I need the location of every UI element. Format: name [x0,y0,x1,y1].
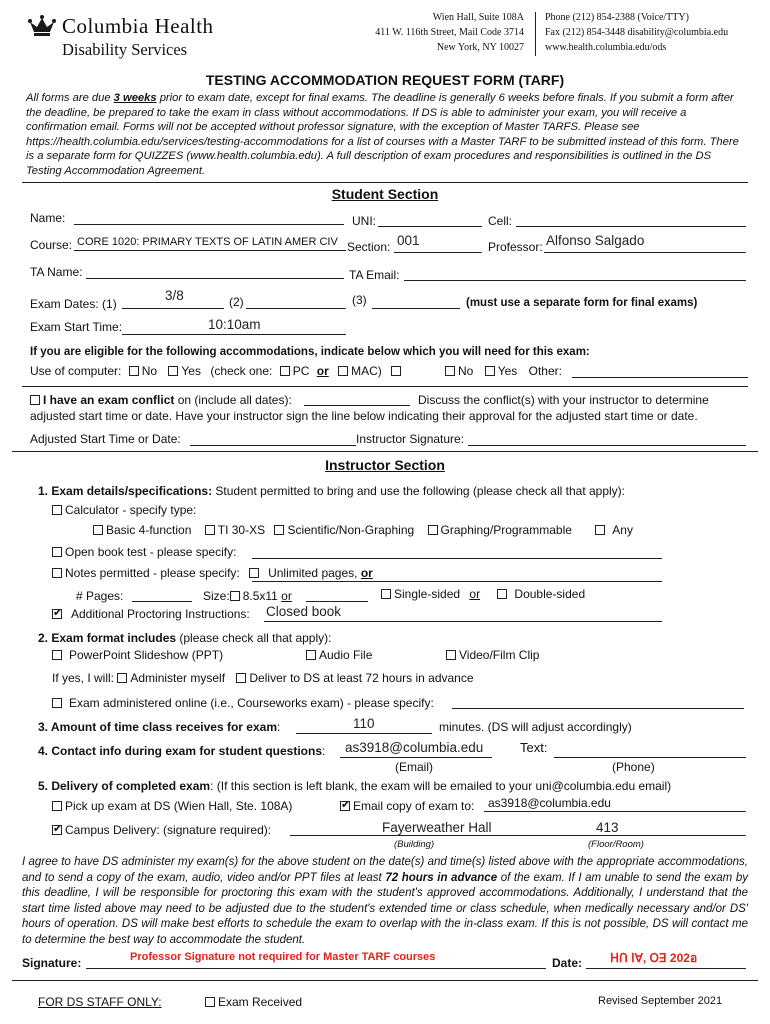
address-line: 411 W. 116th Street, Mail Code 3714 [375,27,524,38]
size-row [203,589,292,603]
section-divider [12,980,758,981]
date2-label: (2) [229,295,244,309]
q4-email-value[interactable]: as3918@columbia.edu [345,740,484,755]
exam-received-checkbox[interactable] [205,997,215,1007]
conflict-rest2: Discuss the conflict(s) with your instructor to determine [418,393,709,407]
instructor-section-title: Instructor Section [325,457,445,473]
q3-rest: minutes. (DS will adjust accordingly) [439,720,632,734]
video-label: Video/Film Clip [459,648,540,662]
professor-value[interactable]: Alfonso Salgado [546,233,645,248]
audio-row [306,648,372,662]
calculator-label: Calculator - specify type: [65,503,197,517]
audio-label: Audio File [319,648,373,662]
name-field[interactable] [74,224,344,225]
intro-weeks: 3 weeks [113,92,157,104]
exam-date2-field[interactable] [246,308,346,309]
section-divider [12,451,758,452]
q1-label: 1. Exam details/specifications: [38,484,213,498]
org-subname: Disability Services [62,40,188,59]
adjusted-field[interactable] [190,445,356,446]
signature-field[interactable] [86,968,546,969]
online-label: Exam administered online (i.e., Courseworks exam) - please specify: [69,696,434,710]
or-label: or [281,589,292,603]
open-book-label: Open book test - please specify: [65,545,237,559]
unlimited-label: Unlimited pages, [268,566,358,580]
additional-value[interactable]: Closed book [266,604,342,619]
room-caption: (Floor/Room) [588,839,644,850]
pickup-label: Pick up exam at DS (Wien Hall, Ste. 108A) [65,799,293,813]
unlimited-checkbox[interactable] [249,568,259,578]
section-divider [22,386,748,387]
org-name [62,14,214,39]
pickup-row [52,799,292,813]
sided-row [381,587,585,601]
administer-label: Administer myself [130,671,226,685]
agreement-lead: I agree to have DS administer my exam(s) for the above student on the date(s) and time(s) listed above with the appropriate accommodations, and to send a copy of the exam, audio, video and/or PPT files at least [22,856,748,884]
uni-field[interactable] [378,226,482,227]
adjusted-label: Adjusted Start Time or Date: [30,432,181,446]
q5-label: 5. Delivery of completed exam [38,779,211,793]
computer-no-checkbox[interactable] [129,366,139,376]
agreement-paragraph [22,855,748,948]
q1-row [38,484,625,498]
calculator-checkbox[interactable] [52,505,62,515]
audio-checkbox[interactable] [306,650,316,660]
q2-row [38,631,331,645]
campus-field[interactable] [290,835,746,836]
professor-label: Professor: [488,240,543,254]
email-copy-value[interactable]: as3918@columbia.edu [488,796,611,810]
section-label: Section: [347,240,391,254]
date-value[interactable]: ꓧꓵ ꓲꓯ, ꓳꓱ 202อ [610,951,698,965]
q1-text: Student permitted to bring and use the following (please check all that apply): [215,484,625,498]
eligible-text: If you are eligible for the following accommodations, indicate below which you will need for this exam: [30,346,590,358]
calc-basic-label: Basic 4-function [106,523,192,537]
online-field[interactable] [452,708,744,709]
check-one-label: (check one: [210,364,273,378]
pages-label: # Pages: [76,589,124,603]
exam-received-label: Exam Received [218,995,303,1009]
notes-row [52,566,373,580]
ta-email-label: TA Email: [349,268,400,282]
campus-label: Campus Delivery: (signature required): [65,823,272,837]
email-copy-label: Email copy of exam to: [353,799,475,813]
pickup-checkbox[interactable] [52,801,62,811]
date-field[interactable] [586,968,746,969]
instructor-signature-field[interactable] [468,445,746,446]
calc-sci-label: Scientific/Non-Graphing [287,523,415,537]
professor-field[interactable] [544,252,746,253]
building-value[interactable]: Fayerweather Hall [382,820,492,835]
start-time-label: Exam Start Time: [30,320,123,334]
instructor-signature-label: Instructor Signature: [356,432,465,446]
ta-name-field[interactable] [86,278,344,279]
calc-any-label: Any [612,523,633,537]
q4-row: 4. Contact info during exam for student questions: [38,744,326,758]
ifyes-row [52,671,474,685]
start-time-field[interactable] [122,334,346,335]
ifyes-label: If yes, I will: [52,671,115,685]
yes2-label: Yes [497,364,518,378]
campus-row [52,823,271,837]
org-name-text: Columbia Health [62,14,214,38]
conflict-checkbox[interactable] [30,395,40,405]
signature-note: Professor Signature not required for Master TARF courses [130,951,436,963]
conflict-rest1: on (include all dates): [177,393,292,407]
revised-label: Revised September 2021 [598,995,723,1007]
intro-paragraph [26,91,748,178]
open-book-checkbox[interactable] [52,547,62,557]
q3-value[interactable]: 110 [353,716,375,731]
calc-basic-checkbox[interactable] [93,525,103,535]
q5-text: : (If this section is left blank, the exam will be emailed to your uni@columbia.edu email) [210,779,672,793]
course-label: Course: [30,238,73,252]
calc-any-checkbox[interactable] [595,525,605,535]
calc-sci-checkbox[interactable] [274,525,284,535]
cell-label: Cell: [488,214,513,228]
notes-label: Notes permitted - please specify: [65,566,240,580]
ta-name-label: TA Name: [30,265,83,279]
room-value[interactable]: 413 [596,820,619,835]
other-field[interactable] [572,377,748,378]
q5-row [38,779,671,793]
start-time-value[interactable]: 10:10am [208,317,261,332]
deliver-label: Deliver to DS at least 72 hours in advance [249,671,474,685]
size-value: 8.5x11 [242,589,278,603]
video-row [446,648,539,662]
computer-label: Use of computer: [30,364,122,378]
course-value[interactable]: CORE 1020: PRIMARY TEXTS OF LATIN AMER CIV [77,236,338,248]
email-caption: (Email) [395,760,433,774]
ppt-label: PowerPoint Slideshow (PPT) [69,648,224,662]
q4-label: 4. Contact info during exam for student questions [38,744,323,758]
uni-label: UNI: [352,214,376,228]
ppt-row [52,648,223,662]
email-copy-checkbox[interactable] [340,801,350,811]
q4-email-field[interactable] [340,757,492,758]
student-section-title: Student Section [331,186,439,202]
conflict-row [30,393,292,407]
pc-label: PC [292,364,310,378]
pages-field[interactable] [132,601,192,602]
video-checkbox[interactable] [446,650,456,660]
campus-checkbox[interactable] [52,825,62,835]
address-line: Wien Hall, Suite 108A [432,12,524,23]
section-field[interactable] [394,252,482,253]
contact-block [545,10,728,55]
agreement-rest: of the exam. If I am unable to send the exam by this deadline, I will be responsible for proctoring this exam with the student's approved accommodations. Additionally, I understand that the start time listed above may need to be adjusted due to the student's extended time or class schedule, when medically necessary and/or DS' hours of operation. DS will make best efforts to schedule the exam to overlap with the in-class exam. If this is not possible, DS will contact me to determine the best way to accommodate the student. [22,871,748,946]
pc-checkbox[interactable] [280,366,290,376]
computer-row [30,364,404,378]
phone-caption: (Phone) [612,760,655,774]
additional-row [52,607,250,621]
computer-yes-checkbox[interactable] [168,366,178,376]
or-label: or [360,566,373,580]
exam-date3-field[interactable] [372,308,460,309]
contact-phone: Phone (212) 854-2388 (Voice/TTY) [545,12,689,23]
computer-no-label: No [141,364,158,378]
double-sided-checkbox[interactable] [497,589,507,599]
ppt-checkbox[interactable] [52,650,62,660]
text-phone-field[interactable] [554,757,746,758]
exam-date1-value[interactable]: 3/8 [165,288,184,303]
name-label: Name: [30,211,66,225]
calc-graph-label: Graphing/Programmable [440,523,572,537]
q3-field[interactable] [296,733,432,734]
single-sided-label: Single-sided [394,587,461,601]
or-label: or [316,364,329,378]
signature-label: Signature: [22,956,82,970]
computer-yes-label: Yes [181,364,201,378]
q3-row: 3. Amount of time class receives for exam: [38,720,281,734]
open-book-row [52,545,236,559]
conflict-bold: I have an exam conflict [43,393,175,407]
address-line: New York, NY 10027 [436,42,524,53]
section-value[interactable]: 001 [397,233,420,248]
section-divider [22,182,748,183]
course-field[interactable] [74,250,346,251]
q2-label: 2. Exam format includes [38,631,177,645]
q3-label: 3. Amount of time class receives for exam [38,720,277,734]
deliver-checkbox[interactable] [236,673,246,683]
form-title: TESTING ACCOMMODATION REQUEST FORM (TARF) [205,72,565,88]
double-sided-label: Double-sided [514,587,586,601]
email-copy-field[interactable] [484,811,746,812]
other-accommodation-checkbox[interactable] [391,366,401,376]
calculator-types-row [93,523,633,537]
calculator-row [52,503,196,517]
notes-checkbox[interactable] [52,568,62,578]
contact-website: www.health.columbia.edu/ods [545,42,667,53]
q2-text: (please check all that apply): [179,631,332,645]
calc-ti-label: TI 30-XS [217,523,266,537]
size-label: Size: [203,589,230,603]
date3-label: (3) [352,293,367,307]
additional-field[interactable] [264,621,662,622]
email-copy-row [340,799,474,813]
ta-email-field[interactable] [404,280,746,281]
agreement-bold: 72 hours in advance [385,871,498,884]
no2-checkbox[interactable] [445,366,455,376]
cell-field[interactable] [516,226,746,227]
or-label: or [469,587,481,601]
single-sided-checkbox[interactable] [381,589,391,599]
crown-logo-icon [28,12,56,41]
online-checkbox[interactable] [52,698,62,708]
contact-fax-email: Fax (212) 854-3448 disability@columbia.edu [545,27,729,38]
final-exam-note: (must use a separate form for final exams) [466,297,698,309]
intro-rest: prior to exam date, except for final exams. The deadline is generally 6 weeks before finals. If you submit a form after the deadline, be prepared to take the exam in class without accommodations. If DS is able to administer your exam, you will receive a confirmation email. Forms will not be accepted without professor signature, with the exception of Master TARFS. Please see https://health.columbia.edu/services/testing-accommodations for a list of courses with a Master TARF to be submitted instead of this form. There is a separate form for QUIZZES (www.health.columbia.edu). A full description of exam procedures and responsibilities is outlined in the DS Testing Accommodation Agreement. [26,92,739,177]
conflict-dates-field[interactable] [304,405,410,406]
intro-lead: All forms are due [26,92,111,104]
administer-checkbox[interactable] [117,673,127,683]
text-label: Text: [520,740,548,755]
calc-graph-checkbox[interactable] [428,525,438,535]
online-row [52,696,434,710]
no2-label: No [458,364,474,378]
address-block [375,10,524,55]
exam-received-row [205,995,302,1009]
calc-ti-checkbox[interactable] [205,525,215,535]
size-other-field[interactable] [306,601,368,602]
additional-label: Additional Proctoring Instructions: [71,607,250,621]
header-divider [535,12,536,56]
additional-checkbox[interactable] [52,609,62,619]
mac-checkbox[interactable] [338,366,348,376]
other-label: Other: [528,364,562,378]
date-label: Date: [552,956,583,970]
exam-dates-label: Exam Dates: (1) [30,297,117,311]
second-choice-row [445,364,562,378]
building-caption: (Building) [394,839,435,850]
size-checkbox[interactable] [230,591,240,601]
open-book-field[interactable] [252,558,662,559]
staff-only-label: FOR DS STAFF ONLY: [38,995,162,1009]
exam-date1-field[interactable] [122,308,224,309]
conflict-line2: adjusted start time or date. Have your instructor sign the line below indicating their approval for the adjusted start time or date. [30,409,698,423]
mac-label: MAC) [351,364,382,378]
notes-field[interactable] [252,581,662,582]
yes2-checkbox[interactable] [485,366,495,376]
